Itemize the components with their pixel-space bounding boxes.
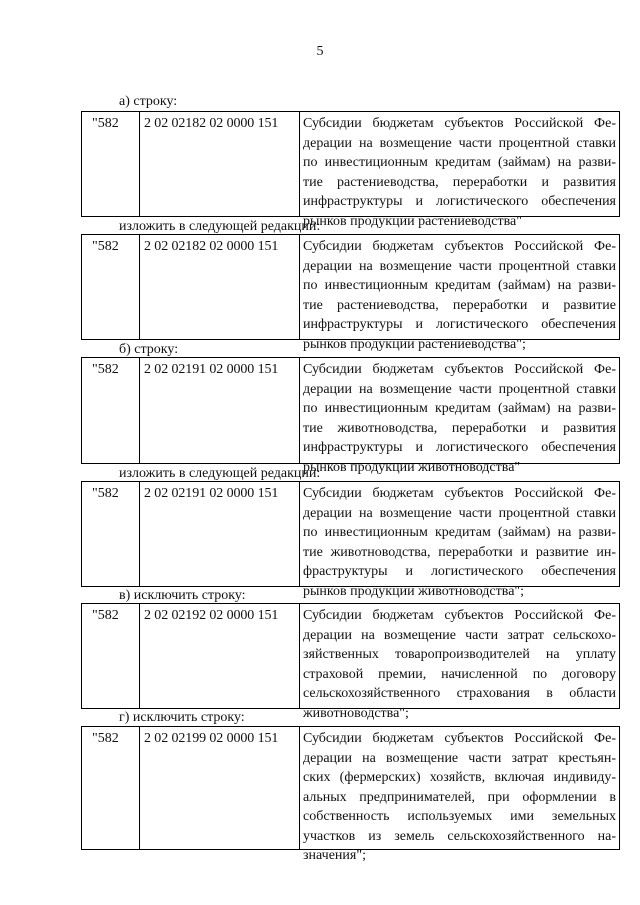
code-cell: "582 — [82, 482, 140, 586]
description-line: тие растениеводства, переработки и развитие — [303, 297, 616, 313]
code-cell: "582 — [82, 727, 140, 849]
description-cell — [300, 358, 619, 475]
description-cell — [300, 482, 619, 599]
description-line: дерации на возмещение части процентной ставки — [303, 135, 616, 151]
description-line: инфраструктуры и логистического обеспечения — [303, 440, 616, 455]
description-cell — [300, 604, 619, 721]
description-line: по инвестиционным кредитам (займам) на разви- — [303, 401, 616, 416]
description-line: дерации на возмещение части процентной ставки — [303, 381, 616, 397]
code-cell: "582 — [82, 604, 140, 708]
page-number: 5 — [316, 44, 324, 59]
description-line: рынков продукции животноводства" — [303, 459, 521, 475]
description-line: инфраструктуры и логистического обеспечения — [303, 194, 616, 209]
description-line: Субсидии бюджетам субъектов Российской Фе- — [303, 731, 616, 746]
section-label: а) строку: — [119, 94, 178, 109]
description-line: Субсидии бюджетам субъектов Российской Фе- — [303, 608, 616, 623]
description-line: собственность используемых ими земельных — [303, 809, 616, 824]
description-cell — [300, 112, 619, 229]
description-cell — [300, 727, 619, 863]
description-line: ских (фермерских) хозяйств, включая индивиду- — [303, 770, 616, 785]
kbk-cell: 2 02 02191 02 0000 151 — [140, 358, 300, 463]
description-line: альных предпринимателей, при оформлении в — [303, 789, 616, 805]
description-line: дерации на возмещение части процентной ставки — [303, 505, 616, 521]
description-line: инфраструктуры и логистического обеспечения — [303, 317, 616, 332]
description-line: Субсидии бюджетам субъектов Российской Фе- — [303, 239, 616, 254]
description-line: участков из земель сельскохозяйственного на- — [303, 828, 616, 844]
section-label: б) строку: — [119, 342, 179, 357]
table-row — [81, 726, 620, 863]
kbk-cell: 2 02 02191 02 0000 151 — [140, 482, 300, 586]
section-label: г) исключить строку: — [119, 710, 245, 725]
description-line: дерации на возмещение части процентной ставки — [303, 258, 616, 274]
description-line: рынков продукции животноводства"; — [303, 583, 525, 599]
code-cell: "582 — [82, 358, 140, 463]
description-line: по инвестиционным кредитам (займам) на разви- — [303, 525, 616, 540]
kbk-cell: 2 02 02182 02 0000 151 — [140, 235, 300, 339]
code-cell: "582 — [82, 112, 140, 216]
description-line: рынков продукции растениеводства"; — [303, 336, 526, 352]
description-cell — [300, 235, 619, 352]
description-line: тие животноводства, переработки и развитие ин- — [303, 544, 616, 560]
section-label: изложить в следующей редакции: — [119, 219, 321, 234]
section-label: изложить в следующей редакции: — [119, 466, 321, 481]
description-line: Субсидии бюджетам субъектов Российской Фе- — [303, 116, 616, 131]
description-line: значения"; — [303, 848, 366, 863]
description-line: дерации на возмещение части затрат крестьян- — [303, 750, 616, 766]
description-line: сельскохозяйственного страхования в области — [303, 686, 616, 701]
code-cell: "582 — [82, 235, 140, 339]
description-line: зяйственных товаропроизводителей на уплату — [303, 647, 616, 662]
kbk-cell: 2 02 02199 02 0000 151 — [140, 727, 300, 849]
description-line: животноводства"; — [303, 705, 409, 721]
description-line: тие растениеводства, переработки и развития — [303, 174, 616, 190]
kbk-cell: 2 02 02192 02 0000 151 — [140, 604, 300, 708]
section-label: в) исключить строку: — [119, 588, 246, 603]
description-line: тие животноводства, переработки и развития — [303, 420, 616, 436]
description-line: Субсидии бюджетам субъектов Российской Фе- — [303, 362, 616, 377]
description-line: страховой премии, начисленной по договору — [303, 666, 616, 682]
description-line: рынков продукции растениеводства" — [303, 213, 522, 229]
description-line: по инвестиционным кредитам (займам) на разви- — [303, 155, 616, 170]
description-line: Субсидии бюджетам субъектов Российской Фе- — [303, 486, 616, 501]
description-line: фраструктуры и логистического обеспечения — [303, 564, 616, 579]
description-line: дерации на возмещение части затрат сельскохо- — [303, 627, 616, 643]
description-line: по инвестиционным кредитам (займам) на разви- — [303, 278, 616, 293]
kbk-cell: 2 02 02182 02 0000 151 — [140, 112, 300, 216]
